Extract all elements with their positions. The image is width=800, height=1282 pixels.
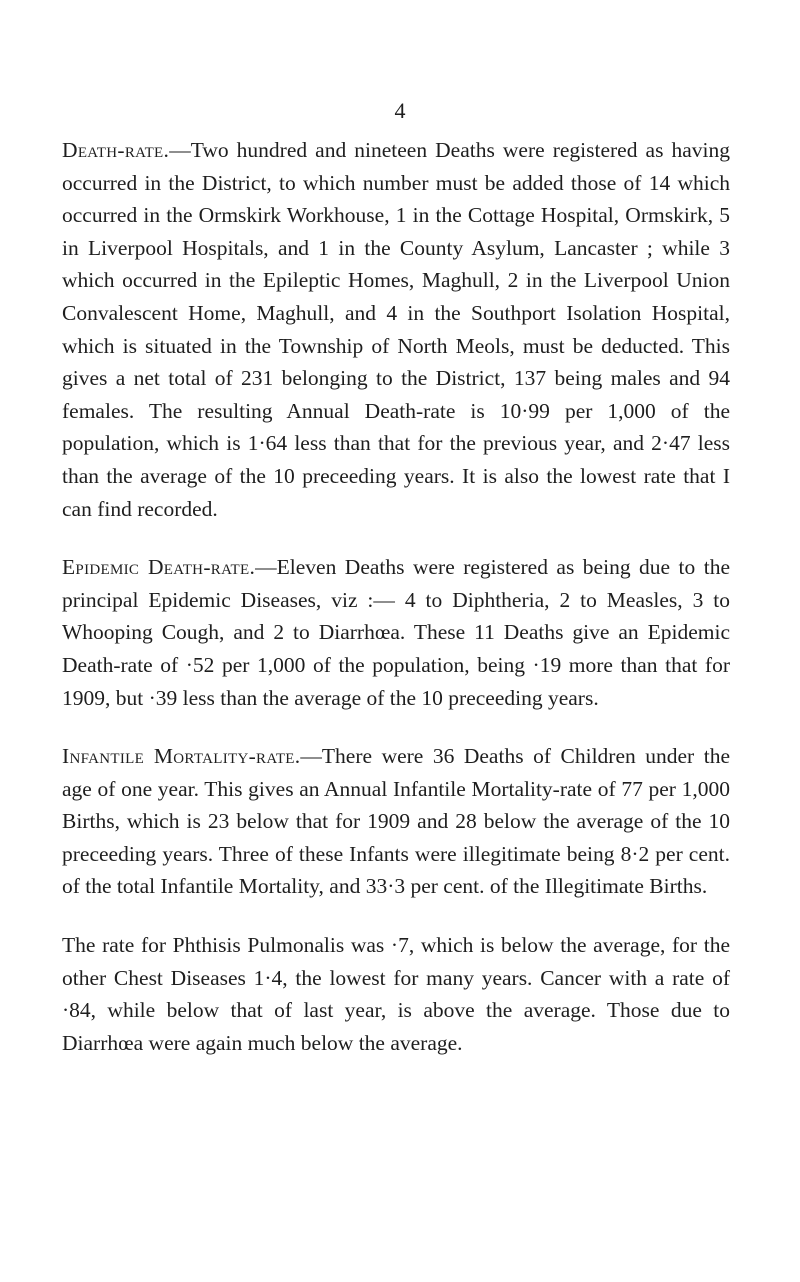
- paragraph-text: —There were 36 Deaths of Children under the age of one year. This gives an Annual Infantile Mortality-rate of 77 per 1,000 Births, which is 23 below that for 1909 and 28 below the average of the 10 preceeding years. Three of these Infants were illegitimate being 8·2 per cent. of the total Infantile Mortality, and 33·3 per cent. of the Illegitimate Births.: [62, 744, 730, 899]
- document-body: [62, 134, 730, 1085]
- section-heading-epidemic-death-rate: Epidemic Death-rate.: [62, 555, 256, 580]
- paragraph-text: —Two hundred and nineteen Deaths were registered as having occurred in the District, to which number must be added those of 14 which occurred in the Ormskirk Workhouse, 1 in the Cottage Hospital, Ormskirk, 5 in Liverpool Hospitals, and 1 in the County Asylum, Lancaster ; while 3 which occurred in the Epileptic Homes, Maghull, 2 in the Liverpool Union Convalescent Home, Maghull, and 4 in the Southport Isolation Hospital, which is situated in the Township of North Meols, must be deducted. This gives a net total of 231 belonging to the District, 137 being males and 94 females. The resulting Annual Death-rate is 10·99 per 1,000 of the population, which is 1·64 less than that for the previous year, and 2·47 less than the average of the 10 preceeding years. It is also the lowest rate that I can find recorded.: [62, 138, 730, 521]
- paragraph-other-rates: [62, 929, 730, 1059]
- section-heading-death-rate: Death-rate.: [62, 138, 170, 162]
- section-heading-infantile-mortality-rate: Infantile Mortality-rate.: [62, 744, 301, 769]
- page-number: 4: [394, 98, 406, 123]
- paragraph-epidemic-death-rate: [62, 551, 730, 714]
- paragraph-infantile-mortality-rate: [62, 740, 730, 903]
- paragraph-death-rate: [62, 134, 730, 525]
- paragraph-text: The rate for Phthisis Pulmonalis was ·7, which is below the average, for the other Chest Diseases 1·4, the lowest for many years. Cancer with a rate of ·84, while below that of last year, is above the average. Those due to Diarrhœa were again much below the average.: [62, 933, 730, 1055]
- paragraph-text: —Eleven Deaths were registered as being due to the principal Epidemic Diseases, viz :— 4 to Diphtheria, 2 to Measles, 3 to Whooping Cough, and 2 to Diarrhœa. These 11 Deaths give an Epidemic Death-rate of ·52 per 1,000 of the population, being ·19 more than that for 1909, but ·39 less than the average of the 10 preceeding years.: [62, 555, 730, 710]
